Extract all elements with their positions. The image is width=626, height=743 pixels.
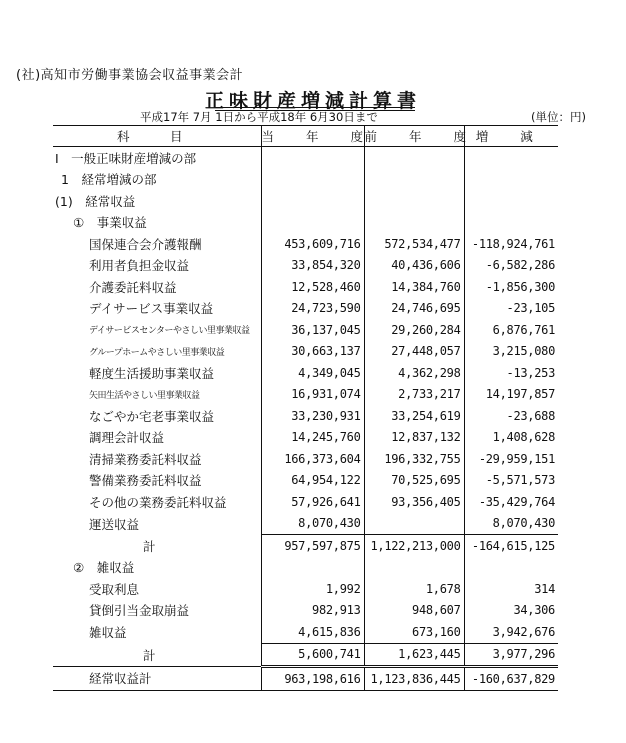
- row-label: (1) 経常収益: [55, 193, 136, 209]
- table-row: [53, 578, 558, 600]
- current-year-value: 14,245,760: [261, 427, 364, 449]
- current-year-value: 64,954,122: [261, 470, 364, 492]
- row-label: なごやか宅老事業収益: [89, 408, 215, 424]
- total-row: [53, 667, 558, 691]
- table-body: [53, 147, 558, 691]
- table-row: [53, 276, 558, 298]
- table-row: [53, 255, 558, 277]
- change-value: -35,429,764: [464, 491, 558, 513]
- reporting-period: 平成17年 7月 1日から平成18年 6月30日まで: [140, 110, 378, 124]
- previous-year-value: 1,678: [364, 578, 464, 600]
- change-value: 3,215,080: [464, 341, 558, 363]
- table-row: [53, 319, 558, 341]
- current-year-value: [261, 212, 364, 234]
- table-row: [53, 147, 558, 169]
- row-label: 警備業務委託料収益: [89, 473, 202, 489]
- table-row: [53, 600, 558, 622]
- previous-year-value: 14,384,760: [364, 276, 464, 298]
- current-year-value: 5,600,741: [261, 643, 364, 667]
- row-label: 清掃業務委託料収益: [89, 451, 202, 467]
- previous-year-value: 196,332,755: [364, 448, 464, 470]
- column-header-item: 科 目: [53, 126, 261, 147]
- row-label: 運送収益: [89, 516, 140, 532]
- current-year-value: 8,070,430: [261, 513, 364, 535]
- table-row: [53, 341, 558, 363]
- row-label: 国保連合会介護報酬: [89, 236, 202, 252]
- change-value: [464, 557, 558, 579]
- table-row: [53, 384, 558, 406]
- row-label: 軽度生活援助事業収益: [89, 365, 215, 381]
- current-year-value: 33,854,320: [261, 255, 364, 277]
- change-value: -5,571,573: [464, 470, 558, 492]
- row-label: 1 経常増減の部: [61, 172, 157, 188]
- current-year-value: 453,609,716: [261, 233, 364, 255]
- row-label: 貸倒引当金取崩益: [89, 603, 190, 619]
- row-label: ② 雑収益: [73, 560, 135, 576]
- previous-year-value: 24,746,695: [364, 298, 464, 320]
- previous-year-value: 2,733,217: [364, 384, 464, 406]
- organization-name: (社)高知市労働事業協会収益事業会計: [16, 68, 244, 83]
- current-year-value: 57,926,641: [261, 491, 364, 513]
- table-row: [53, 298, 558, 320]
- table-row: [53, 427, 558, 449]
- table-row: [53, 190, 558, 212]
- previous-year-value: 40,436,606: [364, 255, 464, 277]
- table-row: [53, 233, 558, 255]
- table-row: [53, 470, 558, 492]
- previous-year-value: 33,254,619: [364, 405, 464, 427]
- row-label: 計: [143, 538, 156, 554]
- previous-year-value: 1,123,836,445: [364, 667, 464, 691]
- previous-year-value: 948,607: [364, 600, 464, 622]
- change-value: 3,977,296: [464, 643, 558, 667]
- row-label: グループホームやさしい里事業収益: [89, 347, 225, 358]
- table-row: [53, 212, 558, 234]
- change-value: -6,582,286: [464, 255, 558, 277]
- row-label: 利用者負担金収益: [89, 258, 190, 274]
- change-value: -23,688: [464, 405, 558, 427]
- row-label: 介護委託料収益: [89, 279, 177, 295]
- change-value: [464, 147, 558, 169]
- current-year-value: [261, 169, 364, 191]
- row-label: デイサービス事業収益: [89, 301, 214, 317]
- previous-year-value: 1,122,213,000: [364, 535, 464, 557]
- table-row: [53, 491, 558, 513]
- change-value: -118,924,761: [464, 233, 558, 255]
- document-title: 正味財産増減計算書: [204, 90, 421, 112]
- table-row: [53, 362, 558, 384]
- current-year-value: 957,597,875: [261, 535, 364, 557]
- previous-year-value: [364, 212, 464, 234]
- change-value: -29,959,151: [464, 448, 558, 470]
- change-value: 3,942,676: [464, 621, 558, 643]
- previous-year-value: [364, 147, 464, 169]
- change-value: -160,637,829: [464, 667, 558, 691]
- previous-year-value: 27,448,057: [364, 341, 464, 363]
- table-row: [53, 405, 558, 427]
- previous-year-value: 673,160: [364, 621, 464, 643]
- row-label: 受取利息: [89, 581, 140, 597]
- table-row: [53, 169, 558, 191]
- previous-year-value: 29,260,284: [364, 319, 464, 341]
- previous-year-value: 4,362,298: [364, 362, 464, 384]
- change-value: -164,615,125: [464, 535, 558, 557]
- change-value: [464, 169, 558, 191]
- current-year-value: 963,198,616: [261, 667, 364, 691]
- previous-year-value: 12,837,132: [364, 427, 464, 449]
- current-year-value: 24,723,590: [261, 298, 364, 320]
- previous-year-value: [364, 513, 464, 535]
- change-value: -23,105: [464, 298, 558, 320]
- current-year-value: 1,992: [261, 578, 364, 600]
- change-value: 6,876,761: [464, 319, 558, 341]
- table-header: [53, 126, 558, 147]
- table-row: [53, 557, 558, 579]
- change-value: [464, 190, 558, 212]
- previous-year-value: 93,356,405: [364, 491, 464, 513]
- row-label: 計: [143, 647, 156, 663]
- current-year-value: 4,349,045: [261, 362, 364, 384]
- subtotal-row: [53, 535, 558, 557]
- row-label: その他の業務委託料収益: [89, 494, 227, 510]
- currency-unit: (単位：円): [531, 110, 586, 124]
- table-row: [53, 621, 558, 643]
- subtotal-row: [53, 643, 558, 667]
- change-value: 314: [464, 578, 558, 600]
- change-value: 1,408,628: [464, 427, 558, 449]
- row-label: 矢田生活やさしい里事業収益: [89, 390, 200, 401]
- current-year-value: 12,528,460: [261, 276, 364, 298]
- column-header-previous-year: 前 年 度: [364, 126, 464, 147]
- previous-year-value: [364, 190, 464, 212]
- change-value: [464, 212, 558, 234]
- current-year-value: 30,663,137: [261, 341, 364, 363]
- current-year-value: 4,615,836: [261, 621, 364, 643]
- column-header-current-year: 当 年 度: [261, 126, 364, 147]
- statement-table: [53, 125, 558, 691]
- current-year-value: 36,137,045: [261, 319, 364, 341]
- change-value: 8,070,430: [464, 513, 558, 535]
- row-label: ① 事業収益: [73, 215, 147, 231]
- current-year-value: [261, 557, 364, 579]
- title-underline: [215, 107, 415, 108]
- current-year-value: 166,373,604: [261, 448, 364, 470]
- column-header-change: 増 減: [464, 126, 558, 147]
- row-label: 雑収益: [89, 625, 127, 640]
- previous-year-value: [364, 557, 464, 579]
- previous-year-value: 572,534,477: [364, 233, 464, 255]
- header-row: [53, 126, 558, 147]
- table-row: [53, 448, 558, 470]
- row-label: デイサービスセンターやさしい里事業収益: [89, 326, 250, 337]
- previous-year-value: 70,525,695: [364, 470, 464, 492]
- current-year-value: 33,230,931: [261, 405, 364, 427]
- previous-year-value: [364, 169, 464, 191]
- row-label: Ⅰ 一般正味財産増減の部: [55, 150, 197, 166]
- current-year-value: [261, 190, 364, 212]
- table-row: [53, 513, 558, 535]
- current-year-value: 982,913: [261, 600, 364, 622]
- change-value: -1,856,300: [464, 276, 558, 298]
- row-label: 調理会計収益: [89, 430, 165, 446]
- previous-year-value: 1,623,445: [364, 643, 464, 667]
- current-year-value: 16,931,074: [261, 384, 364, 406]
- change-value: 34,306: [464, 600, 558, 622]
- change-value: -13,253: [464, 362, 558, 384]
- current-year-value: [261, 147, 364, 169]
- row-label: 経常収益計: [53, 667, 261, 691]
- change-value: 14,197,857: [464, 384, 558, 406]
